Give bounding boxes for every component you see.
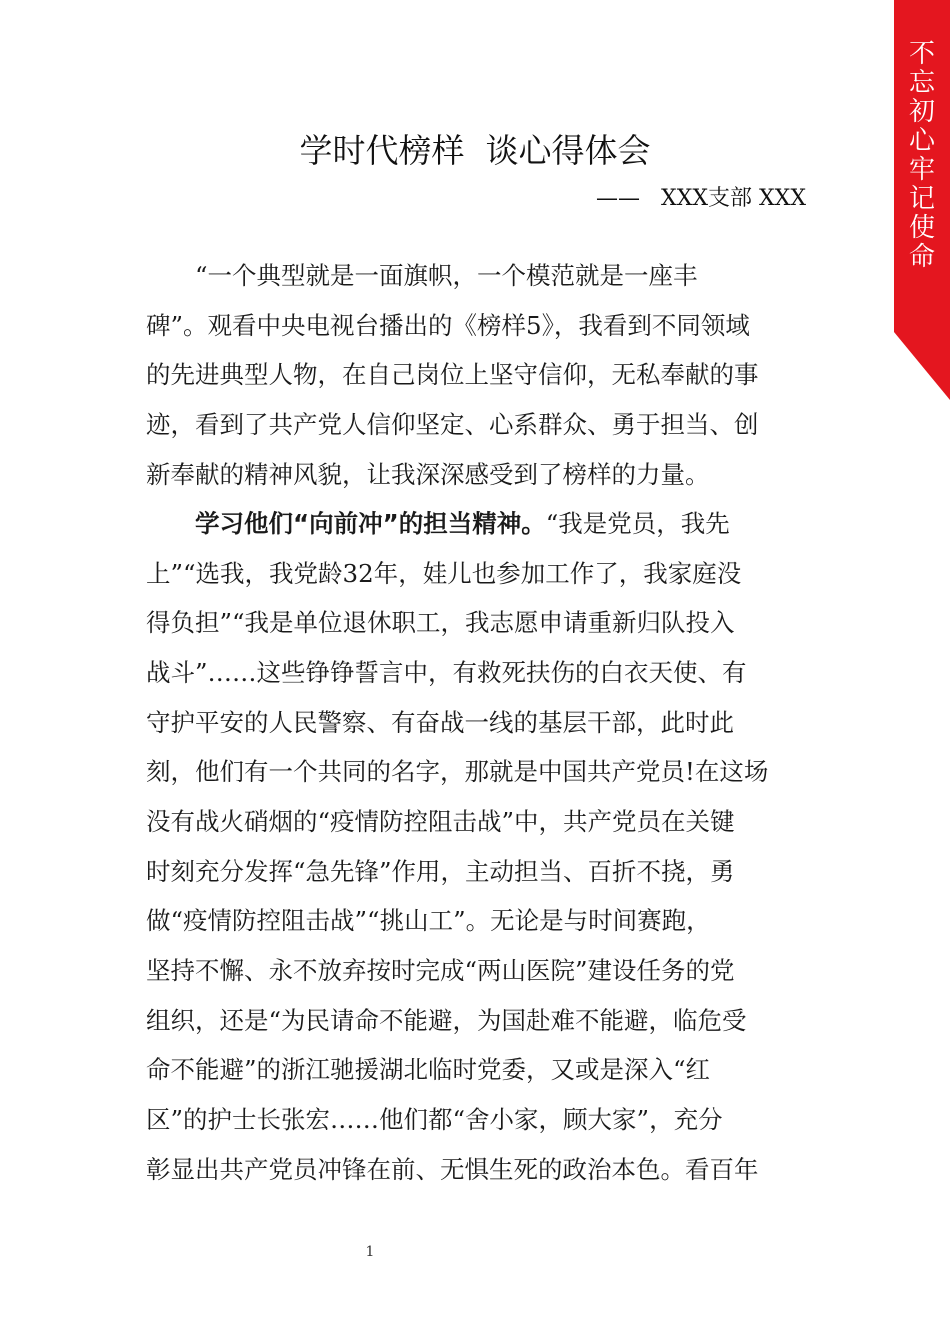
paragraph-line: 区”的护士长张宏……他们都“舍小家，顾大家”，充分 xyxy=(146,1104,723,1134)
paragraph-line: 迹，看到了共产党人信仰坚定、心系群众、勇于担当、创 xyxy=(146,409,759,439)
page-number: 1 xyxy=(365,1244,375,1260)
paragraph-first-line xyxy=(146,499,806,549)
paragraph-line: 彰显出共产党员冲锋在前、无惧生死的政治本色。看百年 xyxy=(146,1154,759,1184)
document-title: 学时代榜样 谈心得体会 xyxy=(299,131,651,170)
paragraph-line: 命不能避”的浙江驰援湖北临时党委，又或是深入“红 xyxy=(146,1055,711,1085)
byline: —— XXX支部 XXX xyxy=(596,186,806,211)
paragraph-line: 时刻充分发挥“急先锋”作用，主动担当、百折不挠，勇 xyxy=(146,856,735,886)
paragraph-line: 做“疫情防控阻击战”“挑山工”。无论是与时间赛跑， xyxy=(146,906,711,936)
ribbon-slogan: 不忘初心牢记使命 xyxy=(908,39,935,272)
paragraph-line: 上”“选我，我党龄32年，娃儿也参加工作了，我家庭没 xyxy=(146,558,742,588)
paragraph-line: 刻，他们有一个共同的名字，那就是中国共产党员!在这场 xyxy=(146,757,769,787)
paragraph-line: 新奉献的精神风貌，让我深深感受到了榜样的力量。 xyxy=(146,459,710,489)
paragraph-line: 坚持不懈、永不放弃按时完成“两山医院”建设任务的党 xyxy=(146,955,735,985)
paragraph-line: “一个典型就是一面旗帜，一个模范就是一座丰 xyxy=(195,261,698,290)
section-heading: 学习他们“向前冲”的担当精神。 xyxy=(195,509,546,539)
paragraph-line: 没有战火硝烟的“疫情防控阻击战”中，共产党员在关键 xyxy=(146,807,735,837)
paragraph-line: 战斗”……这些铮铮誓言中，有救死扶伤的白衣天使、有 xyxy=(146,658,747,688)
paragraph-line: 碑”。观看中央电视台播出的《榜样5》，我看到不同领域 xyxy=(146,310,750,340)
paragraph-line: 守护平安的人民警察、有奋战一线的基层干部，此时此 xyxy=(146,707,734,737)
paragraph-line: 组织，还是“为民请命不能避，为国赴难不能避，临危受 xyxy=(146,1005,747,1035)
paragraph-line-rest: “我是党员，我先 xyxy=(545,509,730,539)
document-body xyxy=(146,251,806,1194)
paragraph-line: 得负担”“我是单位退休职工，我志愿申请重新归队投入 xyxy=(146,608,735,638)
paragraph-line: 的先进典型人物，在自己岗位上坚守信仰，无私奉献的事 xyxy=(146,360,759,390)
